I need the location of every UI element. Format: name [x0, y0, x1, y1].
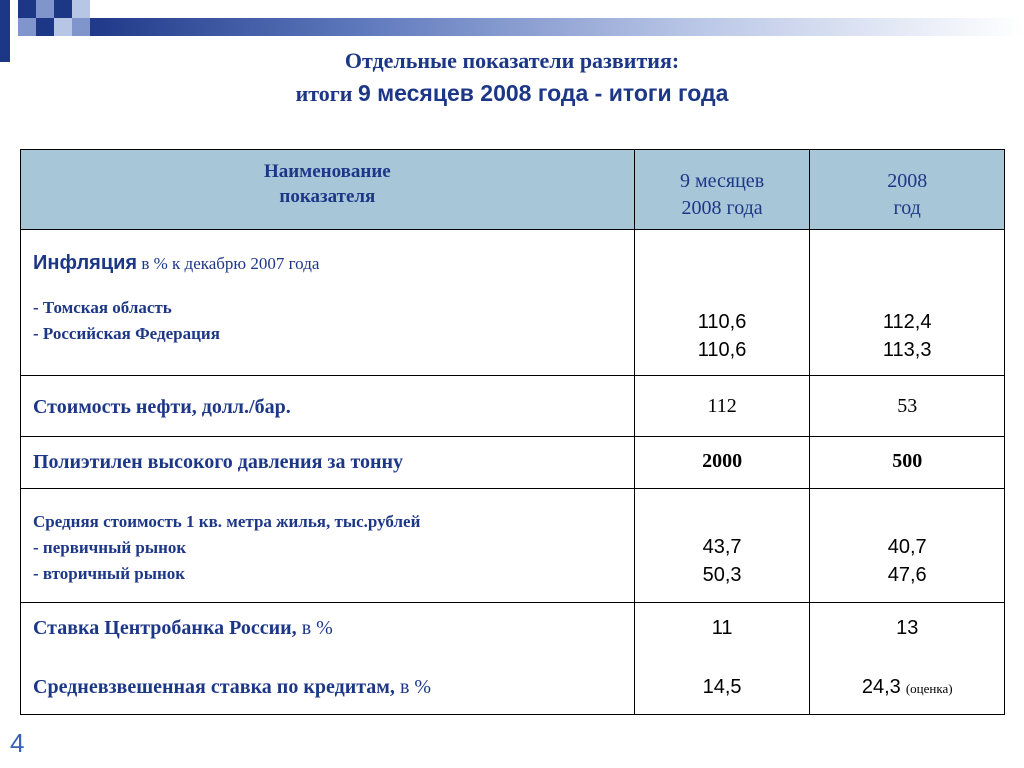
- inflation-9m-russia: 110,6: [697, 339, 747, 361]
- inflation-9m-cell: [634, 230, 810, 376]
- housing-year-primary: 40,7: [887, 536, 927, 558]
- table-row: [21, 230, 1005, 376]
- inflation-suffix: в % к декабрю 2007 года: [137, 254, 320, 273]
- decor-square: [18, 0, 36, 18]
- decor-square: [72, 18, 90, 36]
- header-9m-line2: 2008 года: [681, 197, 763, 219]
- rates-9m-cell: [634, 603, 810, 715]
- header-gradient-bar: [80, 18, 1024, 36]
- housing-9m-primary: 43,7: [702, 536, 742, 558]
- housing-9m-secondary: 50,3: [702, 564, 742, 586]
- housing-year-cell: [810, 489, 1005, 603]
- header-name-line1: Наименование: [264, 161, 391, 182]
- polyethylene-year-cell: [810, 437, 1005, 489]
- decor-square: [36, 0, 54, 18]
- cb-rate-year-value: 13: [896, 617, 919, 639]
- page-subtitle: [0, 80, 1024, 107]
- inflation-9m-tomsk: 110,6: [697, 311, 747, 333]
- rates-year-cell: [810, 603, 1005, 715]
- decor-square: [54, 0, 72, 18]
- oil-year-cell: [810, 376, 1005, 437]
- decor-square: [36, 18, 54, 36]
- inflation-item-russia: - Российская Федерация: [33, 324, 220, 343]
- polyethylene-label-cell: [21, 437, 635, 489]
- polyethylene-year-value: 500: [892, 450, 923, 472]
- credit-rate-year-value: 24,3: [861, 676, 901, 698]
- header-year-line2: год: [893, 197, 921, 219]
- page-number: 4: [10, 728, 25, 758]
- credit-rate-9m-value: 14,5: [702, 676, 742, 698]
- decor-square: [54, 18, 72, 36]
- header-9m-cell: [634, 150, 810, 230]
- oil-year-value: 53: [897, 395, 918, 417]
- polyethylene-label: Полиэтилен высокого давления за тонну: [33, 451, 404, 473]
- oil-label: Стоимость нефти, долл./бар.: [33, 396, 291, 418]
- cb-rate-9m-value: 11: [711, 617, 733, 639]
- header-decoration: [0, 0, 1024, 40]
- decor-square: [18, 18, 36, 36]
- inflation-title: Инфляция: [33, 252, 138, 274]
- housing-label-cell: [21, 489, 635, 603]
- polyethylene-9m-value: 2000: [702, 450, 743, 472]
- header-year-line1: 2008: [887, 170, 928, 192]
- header-9m-line1: 9 месяцев: [680, 170, 765, 192]
- header-name-line2: показателя: [279, 186, 376, 207]
- oil-9m-cell: [634, 376, 810, 437]
- table-row: [21, 489, 1005, 603]
- rates-label-cell: [21, 603, 635, 715]
- indicators-table: [20, 149, 1005, 715]
- housing-item-primary: - первичный рынок: [33, 538, 187, 557]
- oil-9m-value: 112: [707, 395, 737, 417]
- credit-rate-note: (оценка): [905, 681, 953, 696]
- inflation-label-cell: [21, 230, 635, 376]
- housing-title: Средняя стоимость 1 кв. метра жилья, тыс.рублей: [33, 512, 421, 531]
- table-row: [21, 437, 1005, 489]
- header-name-cell: [21, 150, 635, 230]
- subtitle-main: 9 месяцев 2008 года - итоги года: [357, 80, 729, 106]
- oil-label-cell: [21, 376, 635, 437]
- housing-item-secondary: - вторичный рынок: [33, 564, 186, 583]
- table-header-row: [21, 150, 1005, 230]
- housing-year-secondary: 47,6: [887, 564, 927, 586]
- table-row: [21, 376, 1005, 437]
- page-title: Отдельные показатели развития:: [344, 48, 680, 73]
- inflation-year-cell: [810, 230, 1005, 376]
- header-year-cell: [810, 150, 1005, 230]
- decor-square: [72, 0, 90, 18]
- credit-rate-suffix: в %: [394, 676, 432, 698]
- inflation-item-tomsk: - Томская область: [33, 298, 172, 317]
- table-row: [21, 603, 1005, 715]
- inflation-year-russia: 113,3: [882, 339, 932, 361]
- cb-rate-suffix: в %: [296, 617, 333, 639]
- inflation-year-tomsk: 112,4: [882, 311, 932, 333]
- credit-rate-label: Средневзвешенная ставка по кредитам,: [33, 676, 395, 698]
- housing-9m-cell: [634, 489, 810, 603]
- cb-rate-label: Ставка Центробанка России,: [33, 617, 297, 639]
- subtitle-prefix: итоги: [295, 81, 358, 106]
- polyethylene-9m-cell: [634, 437, 810, 489]
